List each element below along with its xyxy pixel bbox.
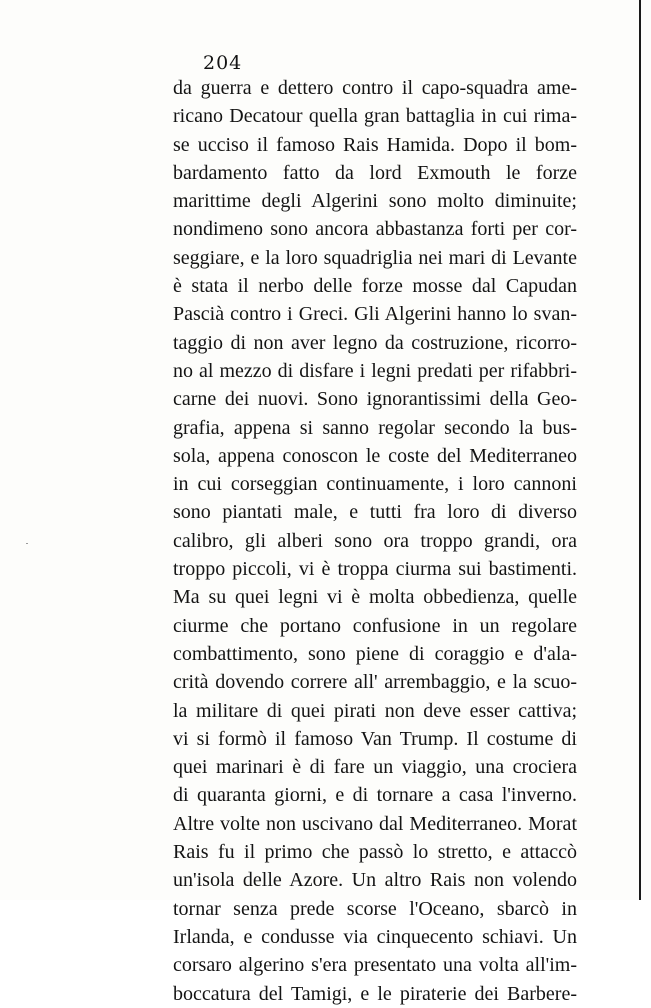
page-edge-shadow [639, 0, 641, 900]
text-line: crità dovendo correre all' arrembaggio, e la scuo- [173, 671, 577, 694]
text-line: se ucciso il famoso Rais Hamida. Dopo il bom- [173, 133, 577, 156]
text-line: da guerra e dettero contro il capo-squadra ame- [173, 77, 577, 99]
text-line: seggiare, e la loro squadriglia nei mari di Levante [173, 246, 577, 269]
text-line: no al mezzo di disfare i legni predati per rifabbri- [173, 359, 577, 382]
text-line: ricano Decatour quella gran battaglia in cui rima- [173, 105, 577, 128]
text-line: di quaranta giorni, e di tornare a casa l'inverno. [173, 784, 577, 807]
text-line: ciurme che portano confusione in un regolare [173, 614, 577, 637]
text-line: corsaro algerino s'era presentato una volta all'im- [173, 954, 577, 977]
text-line: vi si formò il famoso Van Trump. Il costume di [173, 727, 577, 750]
text-line: combattimento, sono piene di coraggio e d'ala- [173, 642, 577, 665]
text-line: nondimeno sono ancora abbastanza forti per cor- [173, 218, 577, 241]
text-line: marittime degli Algerini sono molto diminuite; [173, 190, 577, 213]
text-line: grafia, appena si sanno regolar secondo la bus- [173, 416, 577, 439]
text-line: la militare di quei pirati non deve esser cattiva; [173, 699, 577, 722]
text-line: tornar senza prede scorse l'Oceano, sbarcò in [173, 897, 577, 920]
text-line: troppo piccoli, vi è troppa ciurma sui bastimenti. [173, 558, 577, 581]
text-line: calibro, gli alberi sono ora troppo grandi, ora [173, 529, 577, 552]
text-line: Altre volte non uscivano dal Mediterraneo. Morat [173, 812, 577, 835]
text-line: bardamento fatto da lord Exmouth le forze [173, 161, 577, 184]
text-line: quei marinari è di fare un viaggio, una crociera [173, 756, 577, 779]
text-line: Pascià contro i Greci. Gli Algerini hanno lo svan- [173, 303, 577, 326]
text-line: sola, appena conoscon le coste del Mediterraneo [173, 444, 577, 467]
text-line: sono piantati male, e tutti fra loro di diverso [173, 501, 577, 524]
text-line: in cui corseggian continuamente, i loro cannoni [173, 473, 577, 496]
text-line: taggio di non aver legno da costruzione, ricorro- [173, 331, 577, 354]
text-line: è stata il nerbo delle forze mosse dal Capudan [173, 275, 577, 298]
body-text [173, 74, 577, 1008]
text-line: carne dei nuovi. Sono ignorantissimi della Geo- [173, 388, 577, 411]
text-line: Rais fu il primo che passò lo stretto, e attaccò [173, 841, 577, 864]
page-number: 204 [203, 52, 243, 74]
margin-speck [26, 543, 28, 544]
text-line: Irlanda, e condusse via cinquecento schiavi. Un [173, 925, 577, 948]
text-line: Ma su quei legni vi è molta obbedienza, quelle [173, 586, 577, 609]
text-line: un'isola delle Azore. Un altro Rais non volendo [173, 869, 577, 892]
text-line: boccatura del Tamigi, e le piraterie dei Barbere- [173, 982, 577, 1005]
